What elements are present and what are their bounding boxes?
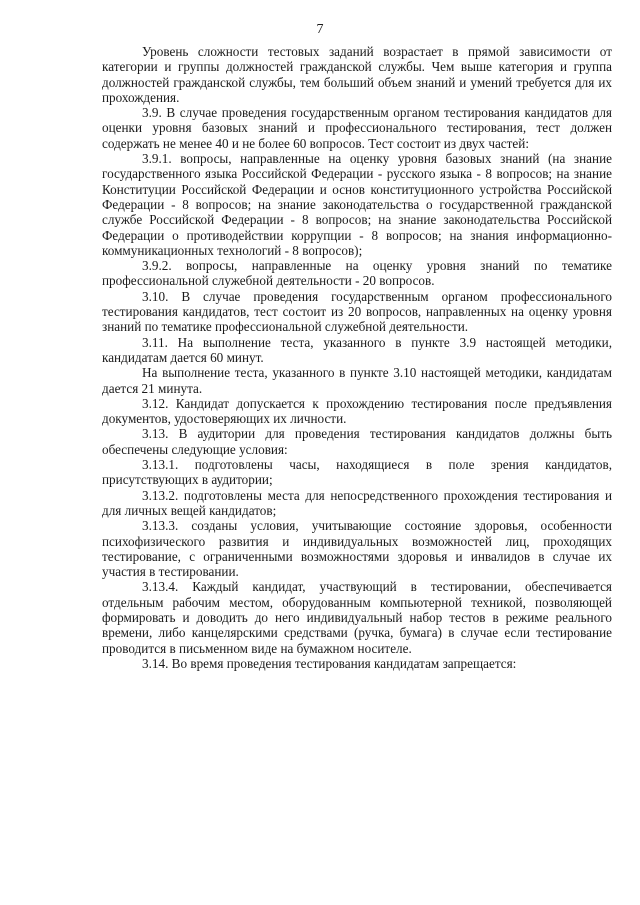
- paragraph: 3.13.3. созданы условия, учитывающие состояние здоровья, особенности психофизического развития и индивидуальных возможностей лиц, проходящих тестирование, с ограниченными возможностями здоровья и инвалидов в случае их участия в тестировании.: [102, 518, 612, 580]
- paragraph: На выполнение теста, указанного в пункте 3.10 настоящей методики, кандидатам дается 21 минута.: [102, 365, 612, 396]
- paragraph: 3.13.4. Каждый кандидат, участвующий в тестировании, обеспечивается отдельным рабочим местом, оборудованным компьютерной техникой, позволяющей формировать и доводить до него индивидуальный набор тестов в режиме реального времени, либо канцелярскими средствами (ручка, бумага) в случае если тестирование проводится в письменном виде на бумажном носителе.: [102, 579, 612, 656]
- paragraph: 3.11. На выполнение теста, указанного в пункте 3.9 настоящей методики, кандидатам дается 60 минут.: [102, 334, 612, 365]
- page-number: 7: [316, 22, 324, 37]
- paragraph: 3.9.1. вопросы, направленные на оценку уровня базовых знаний (на знание государственного языка Российской Федерации - русского языка - 8 вопросов; на знание Конституции Российской Федерации и основ конституционного устройства Российской Федерации - 8 вопросов; на знание законодательства о государственной гражданской службе Российской Федерации - 8 вопросов; на знание законодательства Российской Федерации о противодействии коррупции - 8 вопросов; на знания информационно-коммуникационных технологий - 8 вопросов);: [102, 151, 612, 258]
- paragraph: 3.13. В аудитории для проведения тестирования кандидатов должны быть обеспечены следующие условия:: [102, 426, 612, 457]
- paragraph: 3.9. В случае проведения государственным органом тестирования кандидатов для оценки уровня базовых знаний и профессионального тестирования, тест должен содержать не менее 40 и не более 60 вопросов. Тест состоит из двух частей:: [102, 105, 612, 151]
- paragraph: 3.10. В случае проведения государственным органом профессионального тестирования кандидатов, тест состоит из 20 вопросов, направленных на оценку уровня знаний по тематике профессиональной служебной деятельности.: [102, 288, 612, 335]
- paragraph: 3.13.1. подготовлены часы, находящиеся в поле зрения кандидатов, присутствующих в аудитории;: [102, 457, 612, 488]
- document-body: [102, 44, 612, 671]
- paragraph: 3.14. Во время проведения тестирования кандидатам запрещается:: [142, 655, 517, 671]
- paragraph: 3.9.2. вопросы, направленные на оценку уровня знаний по тематике профессиональной служебной деятельности - 20 вопросов.: [102, 258, 612, 289]
- paragraph: 3.13.2. подготовлены места для непосредственного прохождения тестирования и для личных вещей кандидатов;: [102, 487, 612, 518]
- paragraph: 3.12. Кандидат допускается к прохождению тестирования после предъявления документов, удостоверяющих их личности.: [102, 395, 612, 427]
- paragraph: Уровень сложности тестовых заданий возрастает в прямой зависимости от категории и группы должностей гражданской службы. Чем выше категория и группа должностей гражданской службы, тем больший объем знаний и умений требуется для их прохождения.: [102, 44, 612, 105]
